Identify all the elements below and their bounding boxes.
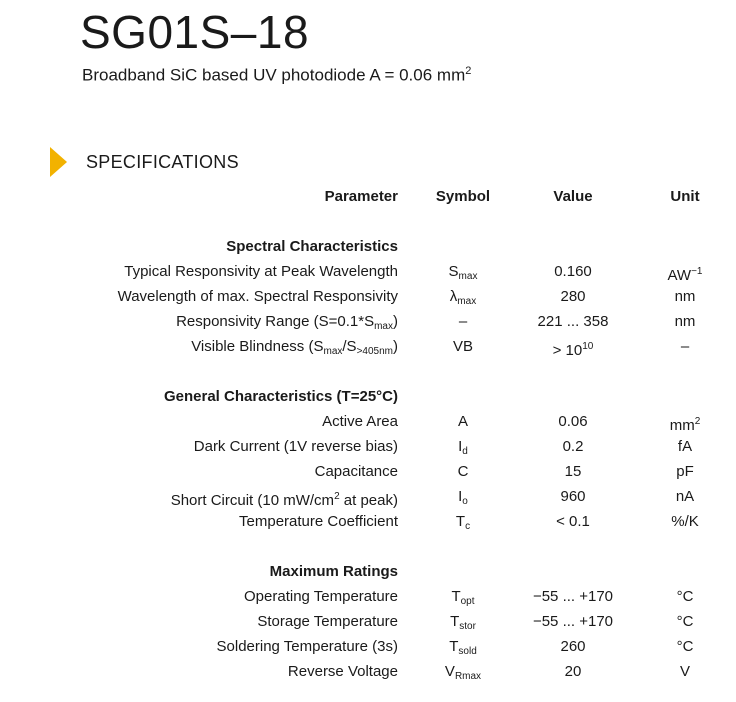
table-row: Active Area A 0.06 $mm^2$ xyxy=(322,413,701,434)
table-row: Typical Responsivity at Peak Wavelength $S_{max}$ 0.160 $AW^{-1}$ xyxy=(124,263,703,284)
table-row: Operating Temperature $T_{opt}$ −55 ... +170 °C xyxy=(244,588,694,607)
table-header xyxy=(0,186,736,208)
header-value: Value xyxy=(553,188,593,205)
section-title: SPECIFICATIONS xyxy=(86,152,239,172)
header-unit: Unit xyxy=(670,188,700,205)
group-title: Maximum Ratings xyxy=(269,563,398,580)
table-row: Dark Current (1V reverse bias) $I_d$ 0.2 fA xyxy=(193,438,693,457)
table-row: Short Circuit (10 $mW/cm^2$ at peak) $I_o$ 960 nA xyxy=(170,488,695,509)
table-row: Responsivity Range $(S=0.1*S_{max})$ – 221 ... 358 nm xyxy=(176,313,696,332)
table-row: Reverse Voltage $V_{Rmax}$ 20 V xyxy=(287,663,690,682)
section-arrow-icon xyxy=(50,147,67,177)
table-row: Capacitance C 15 pF xyxy=(314,463,694,480)
table-row: Visible Blindness $(S_{max}/S_{>405nm})$ VB > $10^{10}$ – xyxy=(191,338,690,359)
table-row: Storage Temperature $T_{stor}$ −55 ... +170 °C xyxy=(257,613,694,632)
table-row: Temperature Coefficient $T_c$ < 0.1 %/K xyxy=(239,513,699,532)
product-title: SG01S–18 xyxy=(80,6,310,58)
table-row: Wavelength of max. Spectral Responsivity $\lambda_{max}$ 280 nm xyxy=(117,288,696,307)
product-subtitle: Broadband SiC based UV photodiode A = 0.06 $mm^2$ xyxy=(82,65,472,85)
header-parameter: Parameter xyxy=(324,188,398,205)
table-row: Soldering Temperature (3s) $T_{sold}$ 260 °C xyxy=(216,638,694,657)
header-symbol: Symbol xyxy=(435,188,491,205)
group-title: Spectral Characteristics xyxy=(226,238,398,255)
group-title: General Characteristics (T=25°C) xyxy=(163,388,398,405)
